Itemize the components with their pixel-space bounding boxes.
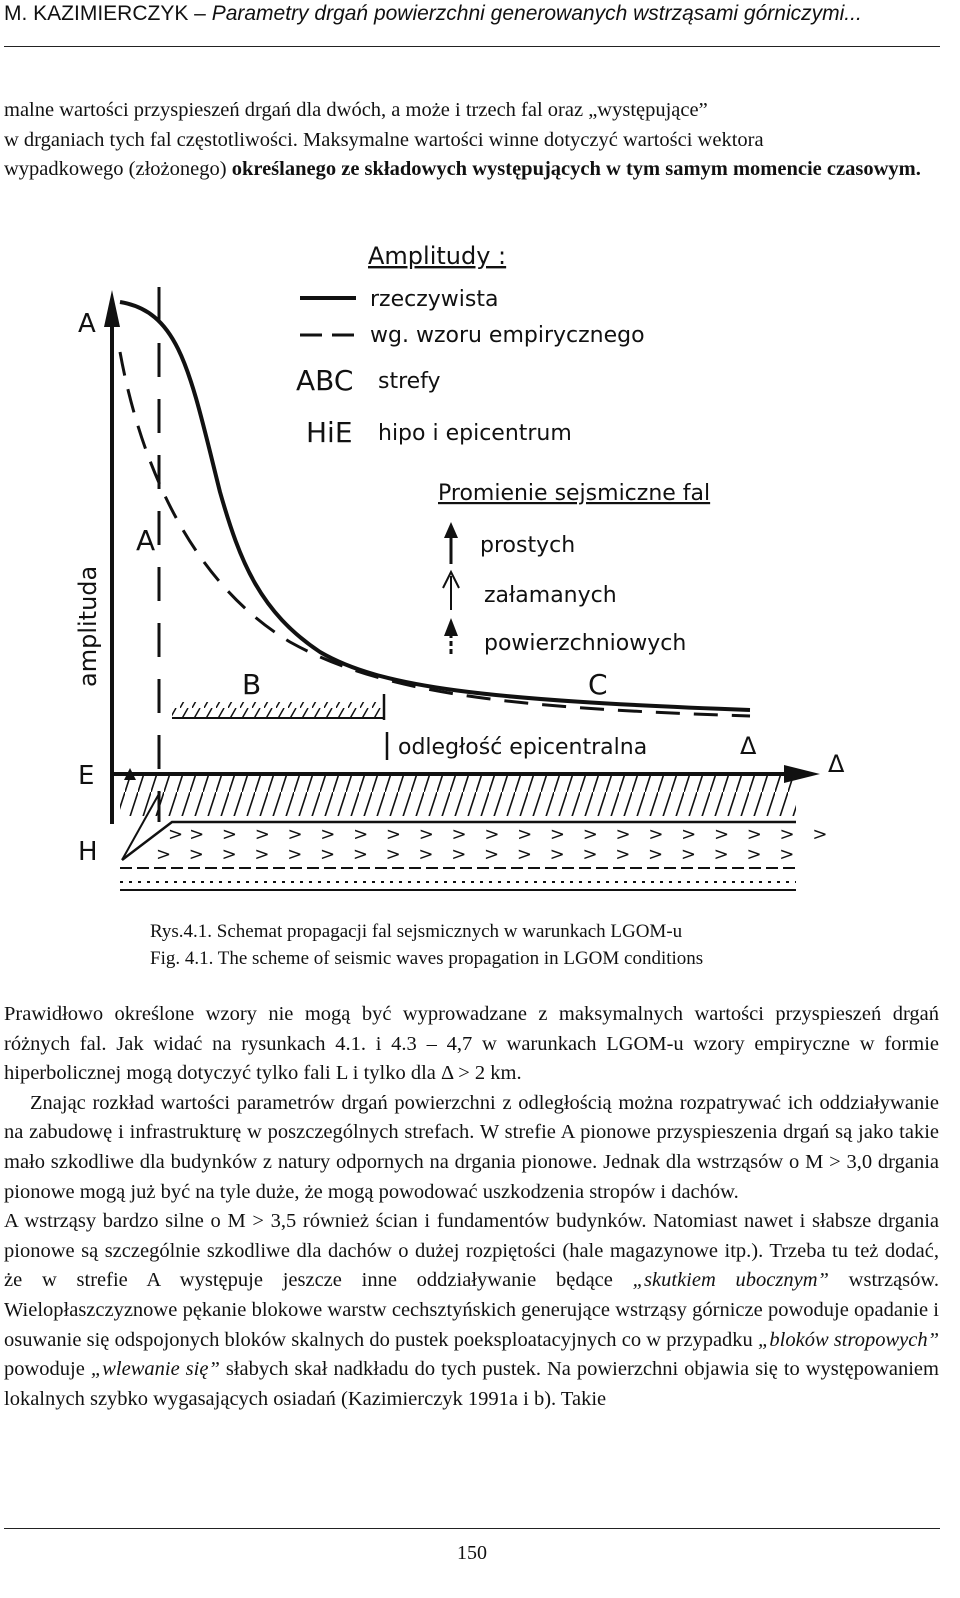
svg-text:>> > > > > > > > > >: >> > > > > > > > > > > > > > > > > > > > bbox=[168, 824, 834, 845]
body-text bbox=[4, 1000, 939, 1414]
running-header bbox=[4, 2, 944, 26]
figure-drawing bbox=[60, 232, 880, 912]
figure-seismic-scheme bbox=[60, 232, 880, 912]
distance-label: odległość epicentralna bbox=[398, 735, 648, 760]
ray-refracted: załamanych bbox=[484, 583, 617, 608]
y-axis-letter: A bbox=[78, 309, 96, 339]
distance-delta: Δ bbox=[740, 732, 757, 760]
body-italic-blokow: „bloków stropowych” bbox=[758, 1328, 939, 1351]
legend-zones-symbol: ABC bbox=[296, 364, 354, 397]
legend-hie-symbol: HiE bbox=[306, 416, 353, 449]
legend-hie: hipo i epicentrum bbox=[378, 421, 572, 446]
body-paragraph-3 bbox=[4, 1207, 939, 1414]
ray-surface-arrowhead bbox=[444, 618, 458, 636]
header-title: Parametry drgań powierzchni generowanych wstrząsami górniczymi... bbox=[211, 2, 862, 25]
intro-line-2-text: w drganiach tych fal częstotliwości. Maksymalne wartości winne dotyczyć wartości wektora bbox=[4, 128, 764, 151]
page-number: 150 bbox=[457, 1542, 487, 1564]
body-italic-skutkiem: „skutkiem ubocznym” bbox=[632, 1269, 829, 1292]
body-italic-wlewanie: „wlewanie się” bbox=[90, 1358, 220, 1381]
intro-line-2 bbox=[4, 126, 939, 156]
body-paragraph-2: Znając rozkład wartości parametrów drgań powierzchni z odległością można rozpatrywać ich oddziaływanie na zabudowę i infrastrukturę w poszczególnych strefach. W strefie A pionowe przyspieszenia drgań są jako takie mało szkodliwe dla budynków z natury odpornych na drgania pionowe. Jednak dla wstrząsów o M > 3,0 drgania pionowe mogą już być na tyle duże, że mogą powodować uszkodzenia stropów i dachów. bbox=[4, 1091, 939, 1203]
ray-direct: prostych bbox=[480, 533, 576, 558]
footer-rule bbox=[4, 1528, 940, 1529]
zone-c-label: C bbox=[588, 668, 608, 701]
ray-direct-arrowhead bbox=[444, 522, 458, 538]
label-e: E bbox=[78, 761, 95, 791]
legend-real: rzeczywista bbox=[370, 287, 499, 312]
intro-paragraph bbox=[4, 96, 939, 185]
intro-line-3-start: wypadkowego (złożonego) bbox=[4, 158, 232, 181]
intro-line-1 bbox=[4, 96, 939, 126]
legend-empirical: wg. wzoru empirycznego bbox=[370, 323, 645, 348]
empirical-amplitude-curve bbox=[120, 352, 750, 716]
body-paragraph-3-part-a: A wstrząsy bardzo silne o M > 3,5 również ścian i fundamentów budynków. Natomiast nawet i słabsze drgania pionowe są szczególnie szkodliwe dla dachów o dużej rozpiętości (hale magazynowe itp.). Trzeba tu też dodać, że w strefie A występuje jeszcze inne oddziaływanie będące bbox=[4, 1210, 939, 1292]
y-axis-arrow bbox=[104, 290, 120, 327]
legend-zones: strefy bbox=[378, 369, 441, 394]
header-author: M. KAZIMIERCZYK – bbox=[4, 2, 212, 25]
intro-line-3 bbox=[4, 155, 939, 185]
ray-surface: powierzchniowych bbox=[484, 631, 687, 656]
rays-title: Promienie sejsmiczne fal bbox=[438, 481, 711, 506]
caption-polish: Rys.4.1. Schemat propagacji fal sejsmicznych w warunkach LGOM-u bbox=[150, 921, 683, 942]
intro-line-1-text: malne wartości przyspieszeń drgań dla dwóch, a może i trzech fal oraz „występujące” bbox=[4, 99, 708, 121]
zone-a-label: A bbox=[136, 524, 156, 557]
label-h: H bbox=[78, 837, 98, 867]
svg-text:> > > > > > > > > > >: > > > > > > > > > > > > > > > > > > > > bbox=[156, 844, 801, 865]
body-paragraph-1: Prawidłowo określone wzory nie mogą być wyprowadzane z maksymalnych wartości przyspieszeń drgań różnych fal. Jak widać na rysunkach 4.1. i 4.3 – 4,7 w warunkach LGOM-u wzory empiryczne w formie hiperbolicznej mogą dotyczyć tylko fali L i tylko dla Δ > 2 km. bbox=[4, 1003, 939, 1085]
legend-title: Amplitudy : bbox=[368, 242, 507, 270]
overburden-hatch bbox=[120, 776, 796, 816]
figure-captions bbox=[150, 918, 850, 972]
zone-b-hatch bbox=[172, 702, 384, 718]
intro-line-3-bold: określanego ze składowych występujących w tym samym momencie czasowym. bbox=[231, 158, 921, 181]
caption-english: Fig. 4.1. The scheme of seismic waves propagation in LGOM conditions bbox=[150, 948, 704, 969]
body-paragraph-3-part-d: słabych skał nadkładu do tych pustek. Na powierzchni objawia się to występowaniem lokalnych szybko wygasających osiadań (Kazimierczyk 1991a i b). Takie bbox=[4, 1358, 939, 1410]
body-paragraph-3-part-b: wstrząsów. Wielopłaszczyznowe pękanie blokowe warstw cechsztyńskich generujące wstrząsy górnicze powoduje opadanie i osuwanie się odspojonych bloków skalnych do pustek poeksploatacyjnych co w przypadku bbox=[4, 1269, 939, 1351]
rock-layer-symbols bbox=[156, 824, 833, 865]
y-axis-label: amplituda bbox=[74, 565, 102, 687]
x-axis-delta: Δ bbox=[828, 750, 845, 778]
body-paragraph-3-part-c: powoduje bbox=[4, 1358, 91, 1381]
zone-b-label: B bbox=[242, 668, 262, 701]
header-rule bbox=[4, 46, 940, 47]
